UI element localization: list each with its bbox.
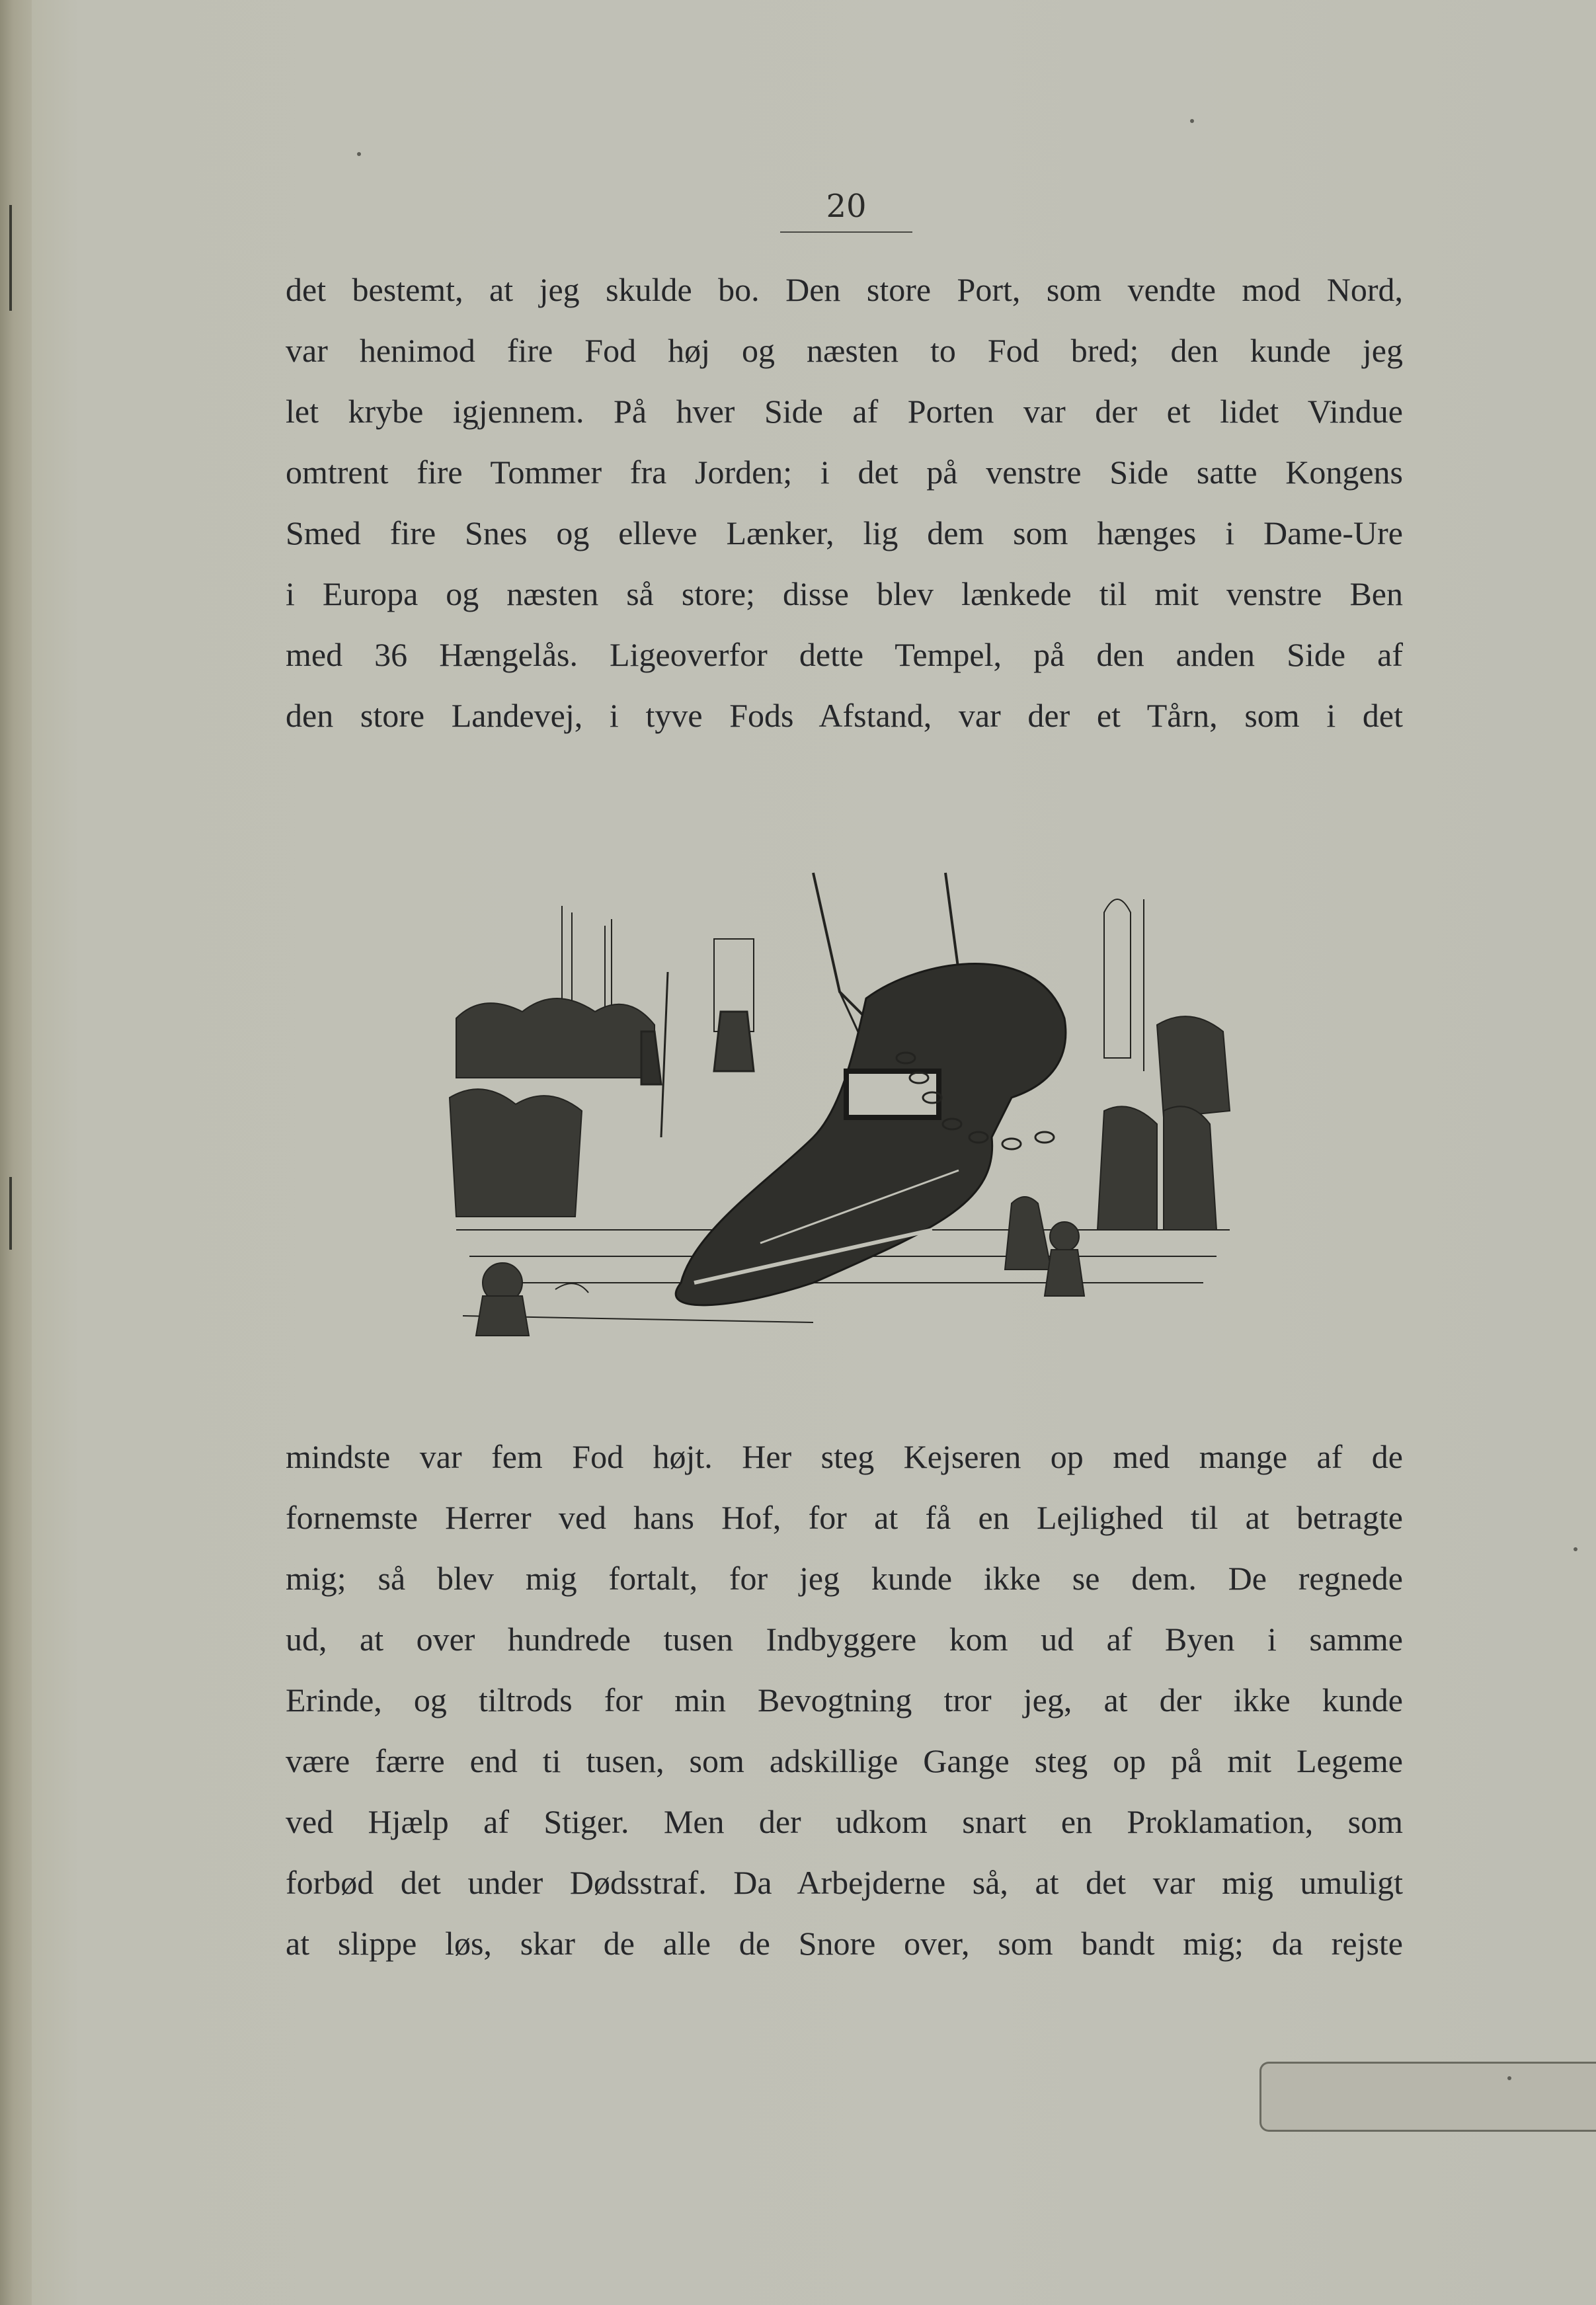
paper-speck — [1190, 119, 1194, 123]
text-line: mindste var fem Fod højt. Her steg Kejseren op med mange af de — [286, 1438, 1403, 1475]
spine-mark — [9, 205, 12, 311]
paragraph-bottom — [286, 1426, 1403, 1974]
text-line: let krybe igjennem. På hver Side af Porten var der et lidet Vindue — [286, 393, 1403, 430]
paper-speck — [1574, 1547, 1577, 1551]
paper-speck — [1507, 2076, 1511, 2080]
text-line: med 36 Hængelås. Ligeoverfor dette Tempel, på den anden Side af — [286, 636, 1403, 673]
text-line: Erinde, og tiltrods for min Bevogtning tror jeg, at der ikke kunde — [286, 1681, 1403, 1719]
page-corner-tab — [1259, 2062, 1596, 2132]
text-line: den store Landevej, i tyve Fods Afstand, var der et Tårn, som i det — [286, 697, 1403, 734]
text-line: det bestemt, at jeg skulde bo. Den store Port, som vendte mod Nord, — [286, 271, 1403, 308]
page-number-rule — [780, 231, 912, 233]
spine-mark — [9, 1177, 12, 1250]
page-number: 20 — [826, 188, 867, 225]
text-line: fornemste Herrer ved hans Hof, for at få en Lejlighed til at betragte — [286, 1499, 1403, 1536]
text-line: ved Hjælp af Stiger. Men der udkom snart en Proklamation, som — [286, 1803, 1403, 1840]
text-line: Smed fire Snes og elleve Lænker, lig dem som hænges i Dame-Ure — [286, 514, 1403, 551]
boot-illustration — [443, 860, 1243, 1342]
text-line: være færre end ti tusen, som adskillige Gange steg op på mit Legeme — [286, 1742, 1403, 1779]
text-line: forbød det under Dødsstraf. Da Arbejderne så, at det var mig umuligt — [286, 1864, 1403, 1901]
text-line: var henimod fire Fod høj og næsten to Fod bred; den kunde jeg — [286, 332, 1403, 369]
paragraph-top — [286, 259, 1403, 746]
text-line: at slippe løs, skar de alle de Snore over, som bandt mig; da rejste — [286, 1925, 1403, 1962]
text-line: ud, at over hundrede tusen Indbyggere kom ud af Byen i samme — [286, 1621, 1403, 1658]
text-line: omtrent fire Tommer fra Jorden; i det på venstre Side satte Kongens — [286, 454, 1403, 491]
book-spine-edge — [0, 0, 32, 2305]
text-line: i Europa og næsten så store; disse blev lænkede til mit venstre Ben — [286, 575, 1403, 612]
left-crowd — [450, 998, 655, 1336]
text-line: mig; så blev mig fortalt, for jeg kunde ikke se dem. De regnede — [286, 1560, 1403, 1597]
paper-speck — [357, 152, 361, 156]
pole-figures — [641, 972, 754, 1137]
